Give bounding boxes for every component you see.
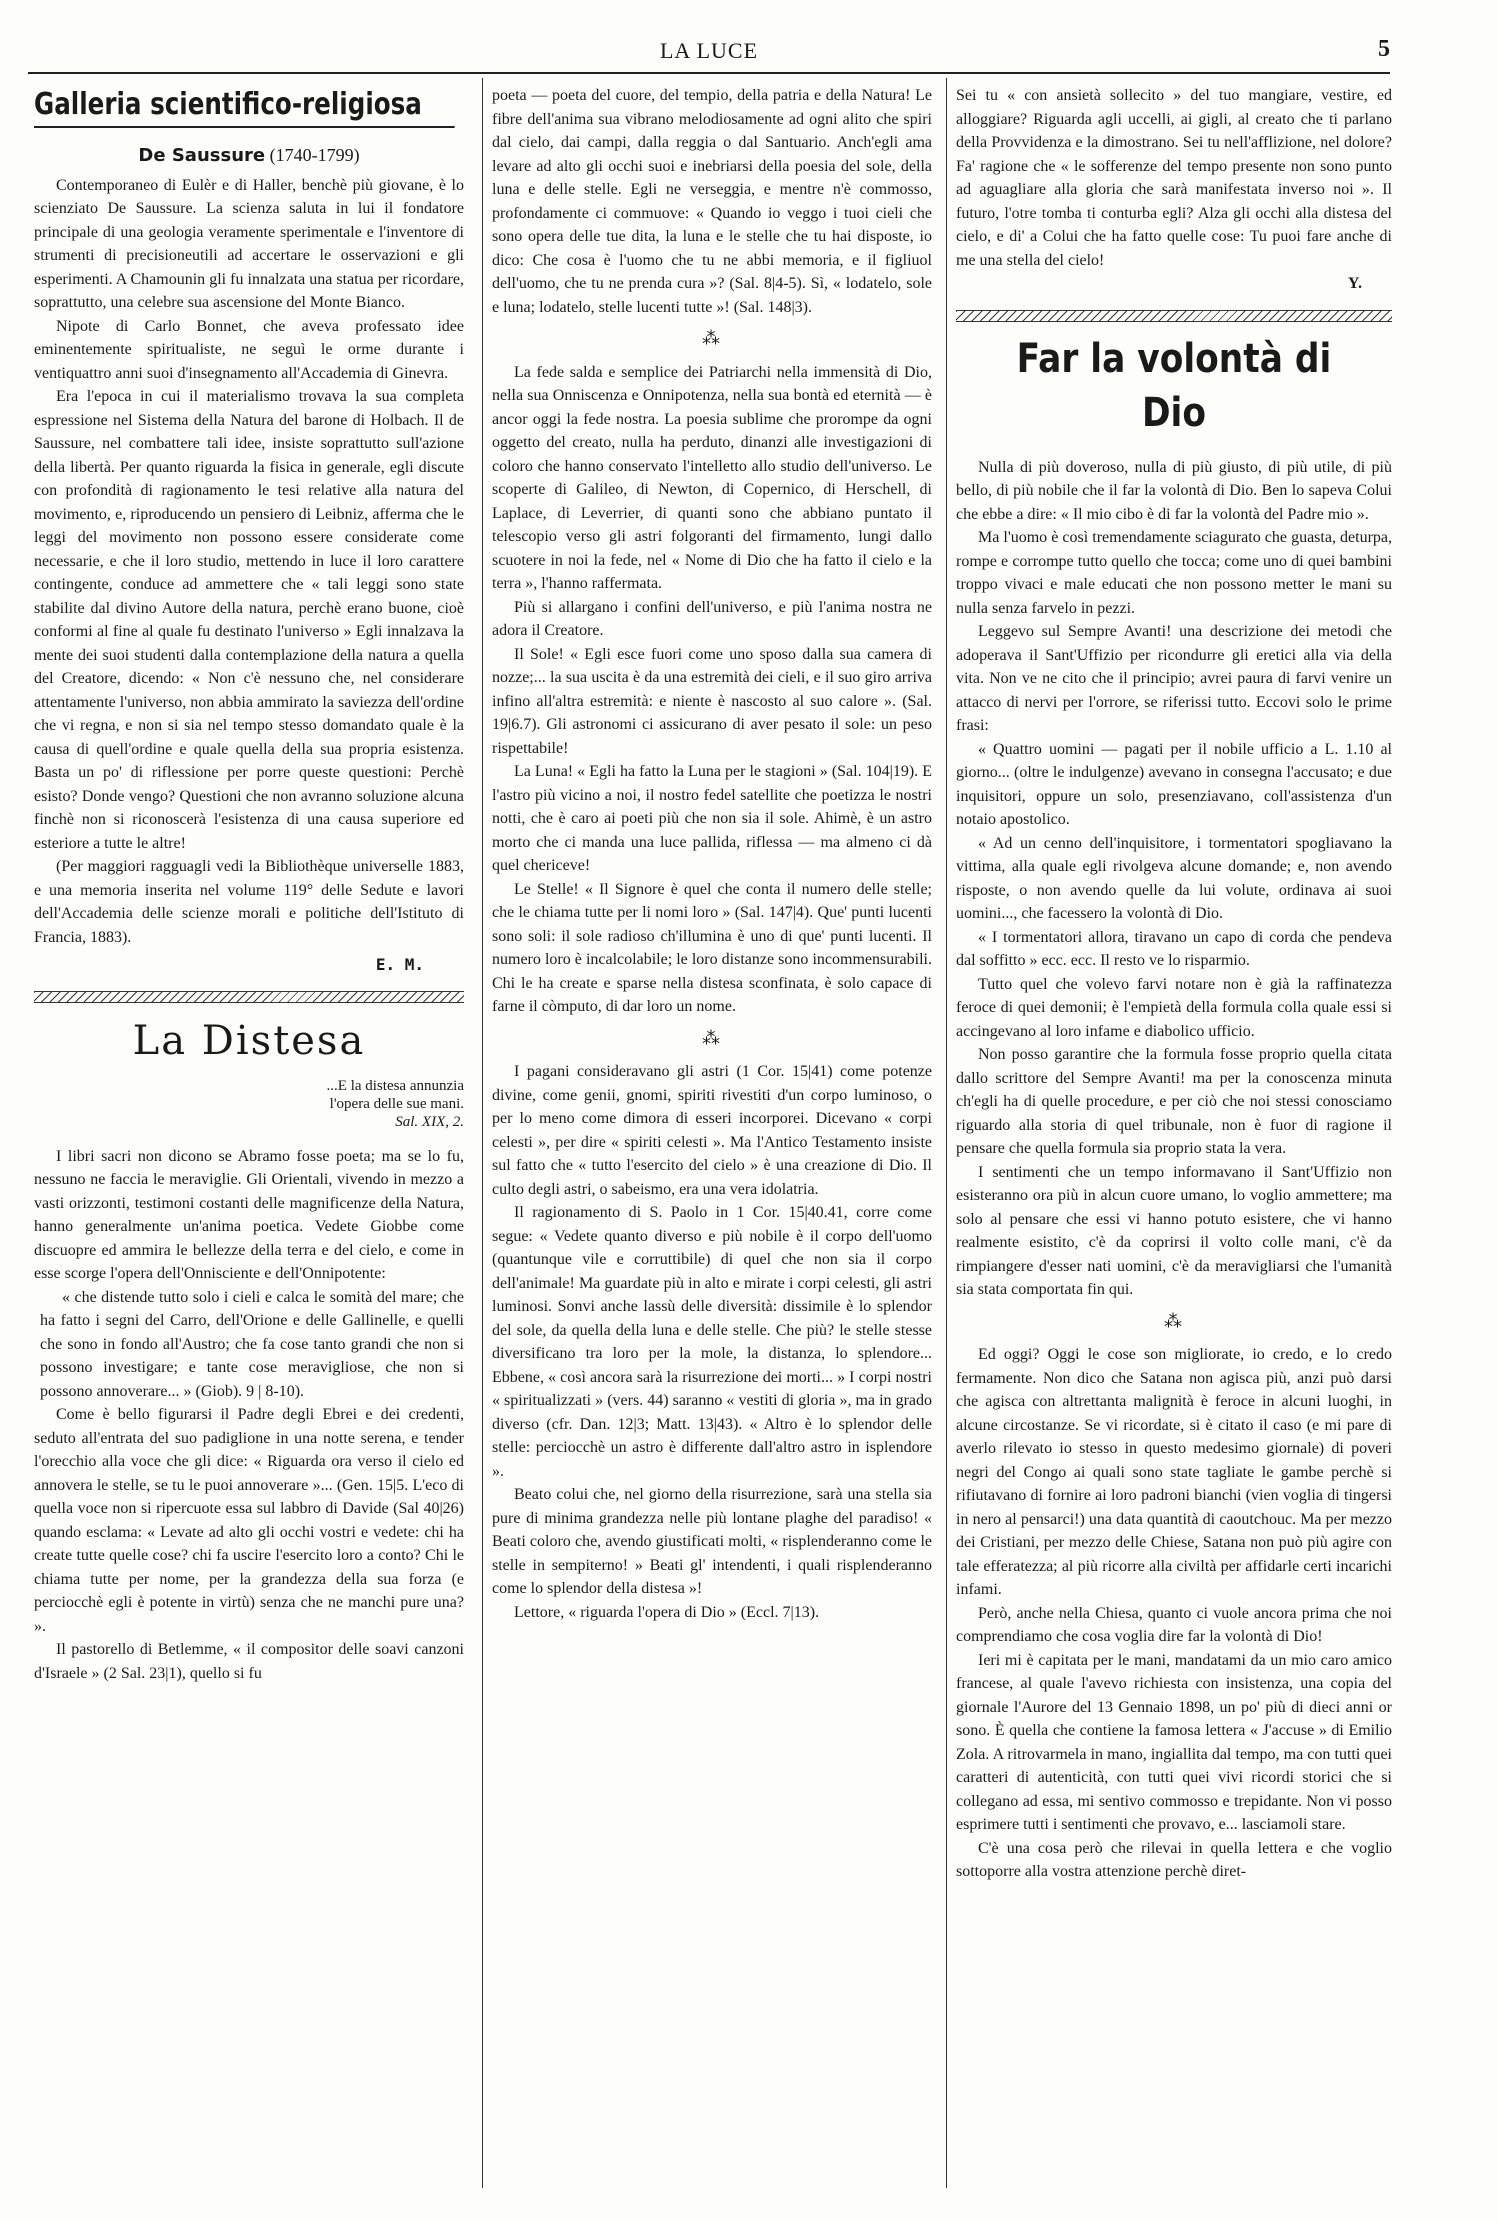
asterism-ornament: ⁂ bbox=[702, 328, 722, 348]
paragraph: Tutto quel che volevo farvi notare non è già la raffinatezza feroce di quei demonii; è l'empietà della formula colla quale essi si accingevano al loro infame e diabolico ufficio. bbox=[956, 975, 1392, 1040]
article-title: Far la volontà di Dio bbox=[1016, 335, 1332, 436]
paragraph: Il pastorello di Betlemme, « il compositor delle soavi canzoni d'Israele » (2 Sal. 23|1), quello si fu bbox=[34, 1641, 464, 1682]
paragraph: C'è una cosa però che rilevai in quella lettera e che voglio sottoporre alla vostra attenzione perchè diret- bbox=[956, 1839, 1392, 1880]
paragraph: Sei tu « con ansietà sollecito » del tuo mangiare, vestire, ed alloggiare? Riguarda agli uccelli, ai gigli, al creato che ti parlano della Provvidenza e la dimostrano. Sei tu nell'afflizione, nel dolore? Fa' ragione che « le sofferenze del tempo presente non sono punto ad aguagliare alla gloria che sarà manifestata inverso noi ». Il futuro, l'otre tomba ti conturba egli? Alza gli occhi alla distesa del cielo, e di' a Colui che ha fatto quelle cose: Tu puoi fare anche di me una stella del cielo! bbox=[956, 87, 1392, 269]
column-1 bbox=[34, 84, 464, 2184]
signature: Y. bbox=[1347, 275, 1362, 292]
epigraph-line: l'opera delle sue mani. bbox=[329, 1095, 464, 1112]
paragraph: Lettore, « riguarda l'opera di Dio » (Eccl. 7|13). bbox=[514, 1603, 820, 1621]
paragraph: Però, anche nella Chiesa, quanto ci vuole ancora prima che noi comprendiamo che cosa voglia dire far la volontà di Dio! bbox=[956, 1604, 1392, 1645]
asterism-ornament: ⁂ bbox=[702, 1027, 722, 1048]
paragraph: I sentimenti che un tempo informavano il Sant'Uffizio non esisteranno ora più in alcun cuore umano, lo voglio ammettere; ma solo al pensare che essi vi hanno potuto esistere, che vi hanno realmente esistito, c'è da coprirsi il volto colle mani, c'è da rimpiangere d'esser nati uomini, c'è da meravigliarsi che l'umanità sia stata comportata fin qui. bbox=[956, 1163, 1392, 1298]
page-number: 5 bbox=[1378, 36, 1390, 62]
paragraph: Ieri mi è capitata per le mani, mandatami da un mio caro amico francese, al quale l'avevo richiesta con insistenza, una copia del giornale l'Aurore del 13 Gennaio 1898, un po' più di dieci anni or sono. È quella che contiene la famosa lettera « J'accuse » di Emilio Zola. A ritrovarmela in mano, ingiallita dal tempo, ma con tutti quei caratteri di autenticità, con tutti quei vivi ricordi storici che si collegano ad essa, mi sentivo commosso e trepidante. Non vi posso esprimere tutti i sentimenti che provavo, e... lasciamoli stare. bbox=[956, 1651, 1392, 1833]
paragraph: Ma l'uomo è così tremendamente sciagurato che guasta, deturpa, rompe e corrompe tutto quello che tocca; come uno di quei bambini troppo vivaci e male educati che non possono metter le mani su nulla senza farvelo in pezzi. bbox=[956, 529, 1392, 617]
signature: E. M. bbox=[375, 955, 424, 974]
article-subhead bbox=[34, 144, 464, 168]
paragraph: Non posso garantire che la formula fosse proprio quella citata dallo scrittore del Sempre Avanti! ma per la conoscenza minuta ch'egli ha di quelle procedure, e per ciò che noi stessi conosciamo riguardo alla storia di quel tribunale, non è fuor di ragione il pensare che quella formula sia proprio stata la vera. bbox=[956, 1046, 1392, 1157]
paragraph: Il ragionamento di S. Paolo in 1 Cor. 15|40.41, corre come segue: « Vedete quanto diverso e più nobile è il corpo dell'uomo (quantunque vile e corruttibile) di quel che non sia il corpo dell'animale! Ma guardate più in alto e mirate i corpi celesti, gli astri luminosi. Sonvi anche lassù delle diversità: dissimile è lo splendor del sole, da quella della luna e delle stelle. Che più? le stelle stesse diversificano tra loro per la mole, la distanza, lo splendore... Ebbene, « così ancora sarà la risurrezione dei morti... » I corpi nostri « spiritualizzati » (vers. 44) saranno « vestiti di gloria », ma in grado diverso (cfr. Dan. 12|3; Matt. 13|43). « Altro è lo splendor delle stelle: perciocchè un astro è differente dall'altro astro in isplendore ». bbox=[492, 1204, 932, 1480]
paragraph: Leggevo sul Sempre Avanti! una descrizione dei metodi che adoperava il Sant'Uffizio per ricondurre gli eretici alla via della vita. Non ve ne cito che il principio; avrei paura di farvi venire un attacco di nervi per l'orrore, se riferissi tutto. Eccovi solo le prime frasi: bbox=[956, 623, 1392, 734]
paragraph: Contemporaneo di Eulèr e di Haller, benchè più giovane, è lo scienziato De Saussure. La scienza saluta in lui il fondatore principale di una geologia veramente sperimentale e l'inventore di strumenti di precisioneutili ad accertare le osservazioni e gli esperimenti. A Chamounin gli fu innalzata una statua per ricordare, soprattutto, una celebre sua ascensione del Monte Bianco. bbox=[34, 176, 464, 311]
subhead-name: De Saussure bbox=[138, 145, 266, 166]
paragraph: Come è bello figurarsi il Padre degli Ebrei e dei credenti, seduto all'entrata del suo padiglione in una notte serena, e tender l'orecchio alla voce che gli dice: « Riguarda ora verso il cielo ed annovera le stelle, se tu le puoi annoverare »... (Gen. 15|5. L'eco di quella voce non si ripercuote essa sul labbro di Davide (Sal 40|26) quando esclama: « Levate ad alto gli occhi vostri e vedete: chi ha create tutte quelle cose? chi fa uscire l'esercito loro a conto? Chi le chiama tutte per nome, per la grandezza della sua forza (e perciocchè egli è potente in virtù) senza che ne manchi pure una? ». bbox=[34, 1406, 464, 1635]
paragraph: La Luna! « Egli ha fatto la Luna per le stagioni » (Sal. 104|19). E l'astro più vicino a noi, il nostro fedel satellite che poetizza le nostri notti, che è caro ai poeti più che non sia il sole. Ahimè, è un astro morto che ci manda una luce pallida, riflessa — ma almeno ci dà quel chericeve! bbox=[492, 763, 932, 874]
paragraph: « Quattro uomini — pagati per il nobile ufficio a L. 1.10 al giorno... (oltre le indulgenze) avevano in consegna l'accusato; e due inquisitori, oppure un solo, presenziavano, coll'assistenza d'un notaio apostolico. bbox=[956, 740, 1392, 828]
column-2 bbox=[492, 84, 932, 2184]
paragraph: Era l'epoca in cui il materialismo trovava la sua completa espressione nel Sistema della Natura del barone di Holbach. Il de Saussure, nel combattere tali idee, insiste soprattutto sull'azione della libertà. Per quanto riguarda la fisica in generale, egli discute con profondità di ragionamento le tesi relative alla natura del movimento, e, riproducendo un pensiero di Leibniz, afferma che le leggi del movimento non possono essere considerate come necessarie, e che il loro studio, mettendo in luce il loro carattere contingente, conduce ad ammettere che « tali leggi sono state stabilite dal divino Autore della natura, perchè erano buone, cioè conformi al fine al quale fu destinato l'universo » Egli innalzava la mente dei suoi studenti dalla contemplazione della natura a quella del Creatore, dicendo: « Non c'è nessuno che, nel considerare attentamente l'universo, non abbia ammirato la saviezza dell'ordine che vi regna, e non si sia nel tempo stesso domandato quale è la causa di quell'ordine e quale quella della sua propria esistenza. Basta un po' di riflessione per porre queste questioni: Perchè esisto? Donde vengo? Questioni che non avranno soluzione alcuna finchè non si riconoscerà l'esistenza di una causa superiore ed esteriore a tutte le altre! bbox=[34, 388, 464, 852]
paragraph: « Ad un cenno dell'inquisitore, i tormentatori spogliavano la vittima, alla quale egli rivolgeva alcune domande; e, non avendo risposte, o non avendo quelle da lui volute, ordinava ai suoi uomini..., che facessero la volontà di Dio. bbox=[956, 834, 1392, 922]
paragraph: Le Stelle! « Il Signore è quel che conta il numero delle stelle; che le chiama tutte per li nomi loro » (Sal. 147|4). Que' punti lucenti sono soli: il sole radioso ch'illumina è uno di que' punti lucenti. Il numero loro è incalcolabile; le loro distanze sono incommensurabili. Chi le ha create e sparse nella distesa sconfinata, è solo capace di farne il còmputo, di dar loro un nome. bbox=[492, 880, 932, 1015]
column-divider bbox=[482, 78, 483, 2188]
paragraph: (Per maggiori ragguagli vedi la Bibliothèque universelle 1883, e una memoria inserita nel volume 119° delle Sedute e lavori dell'Accademia delle scienze morali e politiche dell'Istituto di Francia, 1883). bbox=[34, 858, 464, 946]
paragraph: I pagani consideravano gli astri (1 Cor. 15|41) come potenze divine, come genii, gnomi, spiriti rivestiti d'un corpo luminoso, o per lo meno come dimora di esseri incorporei. Dicevano « corpi celesti », per dire « spiriti celesti ». Ma l'Antico Testamento insiste sul fatto che « tutto l'esercito del cielo » è una creazione di Dio. Il culto degli astri, o sabeismo, era una vera idolatria. bbox=[492, 1063, 932, 1198]
column-3 bbox=[956, 84, 1392, 2184]
decorative-divider bbox=[34, 991, 464, 1003]
paragraph: Il Sole! « Egli esce fuori come uno sposo dalla sua camera di nozze;... la sua uscita è da una estremità dei cieli, e il suo giro arriva infino all'altra estremità: e niente è nascosto al suo calore ». (Sal. 19|6.7). Gli astronomi ci assicurano di aver pesato il sole: un peso rispettabile! bbox=[492, 645, 932, 757]
asterism-ornament: ⁂ bbox=[1164, 1310, 1184, 1331]
decorative-divider bbox=[956, 310, 1392, 322]
page-header bbox=[28, 36, 1390, 70]
column-divider bbox=[946, 78, 947, 2188]
paragraph: Beato colui che, nel giorno della risurrezione, sarà una stella sia pure di minima grandezza nelle più lontane plaghe del paradiso! « Beati coloro che, avendo giustificati molti, « risplenderanno come le stelle in sempiterno! » Beati gl' intendenti, i quali risplenderanno come lo splendor della distesa »! bbox=[492, 1486, 932, 1597]
subhead-dates: (1740-1799) bbox=[269, 145, 360, 165]
paragraph: Nulla di più doveroso, nulla di più giusto, di più utile, di più bello, di più nobile che il far la volontà di Dio. Ben lo sapeva Colui che ebbe a dire: « Il mio cibo è di far la volontà del Padre mio ». bbox=[956, 458, 1392, 523]
header-rule bbox=[28, 72, 1390, 74]
paragraph: Più si allargano i confini dell'universo, e più l'anima nostra ne adora il Creatore. bbox=[492, 598, 932, 639]
masthead: LA LUCE bbox=[659, 38, 759, 63]
paragraph: poeta — poeta del cuore, del tempio, della patria e della Natura! Le fibre dell'anima sua vibrano melodiosamente ad ogni alito che spiri dal cielo, dai campi, dalla reggia o dal Santuario. Anch'egli ama levare ad alto gli occhi suoi e inebriarsi della poesia del sole, della luna e delle stelle. Egli ne verseggia, e mentre n'è commosso, profondamente ci commuove: « Quando io veggo i tuoi cieli che sono opera delle tue dita, la luna e le stelle che tu hai disposte, io dico: Che cosa è l'uomo che tu ne abbi memoria, e il figliuol dell'uomo, che tu ne prenda cura »? (Sal. 8|4-5). Sì, « lodatelo, sole e luna; lodatelo, stelle lucenti tutte »! (Sal. 148|3). bbox=[492, 87, 932, 316]
epigraph-line: ...E la distesa annunzia bbox=[326, 1077, 464, 1094]
epigraph bbox=[34, 1077, 464, 1131]
paragraph: La fede salda e semplice dei Patriarchi nella immensità di Dio, nella sua Onniscenza e Onnipotenza, nella sua bontà ed eternità — è ancor oggi la fede nostra. La poesia sublime che prorompe da ogni oggetto del creato, nulla ha perduto, dinanzi alle investigazioni di coloro che hanno conservato l'intelletto allo studio dell'universo. Le scoperte di Galileo, di Newton, di Copernico, di Herschell, di Laplace, di Leverrier, di quanti sono che abbiano puntato il telescopio verso gli astri folgoranti del firmamento, lungi dallo scuotere in noi la fede, nel « Nome di Dio che ha fatto il cielo e la terra », l'hanno raffermata. bbox=[492, 363, 932, 592]
quote-paragraph: « che distende tutto solo i cieli e calca le somità del mare; che ha fatto i segni del Carro, dell'Orione e delle Gallinelle, e quelli che sono in fondo all'Austro; che fa cose tanto grandi che non si possono investigare; e tante cose meravigliose, che non si possono annoverare... » (Giob). 9 | 8-10). bbox=[40, 1288, 464, 1400]
article-title: La Distesa bbox=[132, 1017, 366, 1064]
section-title: Galleria scientifico-religiosa bbox=[34, 84, 455, 128]
epigraph-source: Sal. XIX, 2. bbox=[395, 1113, 464, 1130]
paragraph: Nipote di Carlo Bonnet, che aveva professato idee eminentemente spiritualiste, ne seguì le orme durante i ventiquattro anni suoi d'insegnamento all'Accademia di Ginevra. bbox=[34, 317, 464, 382]
paragraph: Ed oggi? Oggi le cose son migliorate, io credo, e lo credo fermamente. Non dico che Satana non agisca più, anzi può darsi che agisca con altrettanta malignità è feroce in alcuni luoghi, in alcune circostanze. Se vi ricordate, si è citato il caso (e mi pare di averlo rilevato io stesso in questo medesimo giornale) di poveri negri del Congo ai quali sono state tagliate le gambe perchè si rifiutavano di fornire ai loro padroni bianchi (vien voglia di tingersi in nero al pensarci!) una data quantità di caoutchouc. Ma per mezzo dei Cristiani, per mezzo delle Chiese, Satana non può più agire con tale efferatezza; al più ricorre alla civiltà per affidarle certi incarichi infami. bbox=[956, 1346, 1392, 1598]
paragraph: I libri sacri non dicono se Abramo fosse poeta; ma se lo fu, nessuno ne faccia le meraviglie. Gli Orientali, vivendo in mezzo a vasti orizzonti, testimoni costanti delle magnificenze della Natura, hanno generalmente un'anima poetica. Vedete Giobbe come discuopre ed ammira le bellezze della terra e del cielo, e come in esse scorge l'opera dell'Onnisciente e dell'Onnipotente: bbox=[34, 1147, 464, 1282]
paragraph: « I tormentatori allora, tiravano un capo di corda che pendeva dal soffitto » ecc. ecc. Il resto ve lo risparmio. bbox=[956, 928, 1392, 969]
